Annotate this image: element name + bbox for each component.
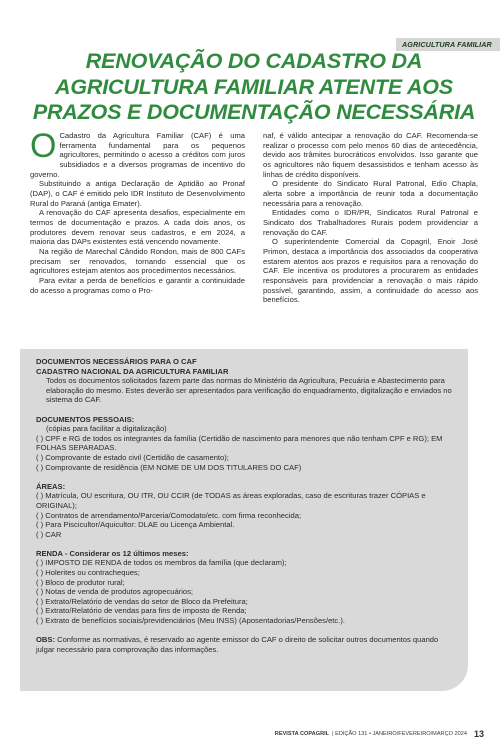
box-title: DOCUMENTOS NECESSÁRIOS PARA O CAF	[36, 357, 197, 366]
obs-text: Conforme as normativas, é reservado ao agente emissor do CAF o direito de solicitar outros documentos quando julgar necessário para comprovação das informações.	[36, 635, 439, 654]
headline	[20, 49, 488, 126]
checklist-item: ( ) Comprovante de estado civil (Certidão de casamento);	[36, 452, 229, 462]
article-paragraph: O presidente do Sindicato Rural Patronal, Edio Chapla, alerta sobre a importância de reunir toda a documentação necessária para a renovação.	[263, 179, 478, 208]
renda-heading: RENDA - Considerar os 12 últimos meses:	[36, 548, 189, 558]
checklist-item: ( ) CAR	[36, 529, 62, 539]
personal-heading: DOCUMENTOS PESSOAIS:	[36, 414, 135, 424]
issue-info: | EDIÇÃO 131 • JANEIRO/FEVEREIRO/MARÇO 2024	[332, 731, 467, 737]
checklist-item: ( ) Matrícula, OU escritura, OU ITR, OU CCIR (de TODAS as áreas exploradas, caso de escrituras trazer CÓPIAS e ORIGINAL);	[36, 491, 426, 510]
article-column-right	[263, 131, 478, 305]
article-body	[30, 127, 478, 343]
checklist-item: ( ) Holerites ou contracheques;	[36, 568, 140, 578]
page-number: 13	[473, 729, 484, 739]
headline-line: PRAZOS E DOCUMENTAÇÃO NECESSÁRIA	[32, 100, 476, 124]
article-paragraph: O Cadastro da Agricultura Familiar (CAF) é uma ferramenta fundamental para os pequenos agricultores, permitindo o acesso a créditos com juros subsidiados e a diversos programas de incentivo do governo.	[30, 127, 245, 179]
box-subtitle: CADASTRO NACIONAL DA AGRICULTURA FAMILIAR	[36, 366, 229, 376]
checklist-item: ( ) Extrato de benefícios sociais/previdenciários (Meu INSS) (Aposentadorias/Pensões/etc.).	[36, 616, 345, 626]
headline-line: AGRICULTURA FAMILIAR ATENTE AOS	[55, 74, 453, 99]
article-paragraph: A renovação do CAF apresenta desafios, especialmente em termos de documentação e prazos. A cada dois anos, os produtores devem renovar seus cadastros, e em 2024, a maioria das DAPs existentes está vencendo novamente.	[30, 208, 245, 247]
obs-label: OBS:	[36, 635, 55, 645]
magazine-name: REVISTA COPAGRIL	[274, 731, 330, 737]
checklist-item: ( ) Extrato/Relatório de vendas do setor de Bloco da Prefeitura;	[36, 596, 248, 606]
page-footer	[275, 729, 484, 739]
article-paragraph: Entidades como o IDR/PR, Sindicatos Rural Patronal e Sindicato dos Trabalhadores Rurais podem providenciar a renovação do CAF.	[263, 208, 478, 237]
article-column-left	[30, 127, 245, 295]
article-paragraph: Para evitar a perda de benefícios e garantir a continuidade do acesso a programas como o Pro-	[30, 275, 245, 295]
checklist-item: ( ) Extrato/Relatório de vendas para fins de imposto de Renda;	[36, 606, 247, 616]
checklist-item: ( ) Contratos de arrendamento/Parceria/Comodato/etc. com firma reconhecida;	[36, 510, 302, 520]
areas-heading: ÁREAS:	[36, 481, 66, 491]
checklist-item: ( ) CPF e RG de todos os integrantes da família (Certidão de nascimento para menores que não tenham CPF e RG); EM FOLHAS SEPARADAS.	[36, 433, 443, 453]
article-paragraph: Na região de Marechal Cândido Rondon, mais de 800 CAFs precisam ser renovados, tornando essencial que os agricultores estejam atentos aos procedimentos necessários.	[30, 246, 245, 276]
obs-note	[36, 635, 458, 654]
personal-note: (cópias para facilitar a digitalização)	[46, 424, 167, 434]
checklist-item: ( ) IMPOSTO DE RENDA de todos os membros da família (que declaram);	[36, 558, 287, 568]
box-intro: Todos os documentos solicitados fazem parte das normas do Ministério da Agricultura, Pecuária e Abastecimento para elaboração do mesmo. Estes deverão ser apresentados para verificação do enquadramento, digitalização e enviados no sistema do CAF.	[46, 376, 452, 405]
drop-cap: O	[30, 127, 57, 165]
headline-line: RENOVAÇÃO DO CADASTRO DA	[85, 49, 423, 73]
checklist-item: ( ) Notas de venda de produtos agropecuários;	[36, 587, 194, 597]
article-paragraph: naf, é válido antecipar a renovação do CAF. Recomenda-se realizar o processo com pelo menos 60 dias de antecedência, devido aos trâmites burocráticos envolvidos. Isso garante que os agricultores não fiquem desassistidos e tenham acesso às linhas de crédito disponíveis.	[263, 131, 478, 179]
article-paragraph: O superintendente Comercial da Copagril, Enoir José Primon, destaca a importância dos associados da cooperativa estarem atentos aos prazos e requisitos para a renovação do CAF. Ele incentiva os produtores a procurarem as entidades responsáveis para providenciar a renovação o mais rápido possível, garantindo, assim, a continuidade do acesso aos benefícios.	[263, 237, 478, 305]
documents-box	[20, 349, 468, 691]
checklist-item: ( ) Comprovante de residência (EM NOME DE UM DOS TITULARES DO CAF)	[36, 462, 302, 472]
checklist-item: ( ) Para Piscicultor/Aquicultor: DLAE ou Licença Ambiental.	[36, 520, 235, 530]
section-tag: AGRICULTURA FAMILIAR	[396, 38, 500, 51]
checklist-item: ( ) Bloco de produtor rural;	[36, 577, 125, 587]
article-paragraph: Substituindo a antiga Declaração de Aptidão ao Pronaf (DAP), o CAF é emitido pelo IDR Instituto de Desenvolvimento Rural do Paraná (antiga Emater).	[30, 179, 245, 208]
